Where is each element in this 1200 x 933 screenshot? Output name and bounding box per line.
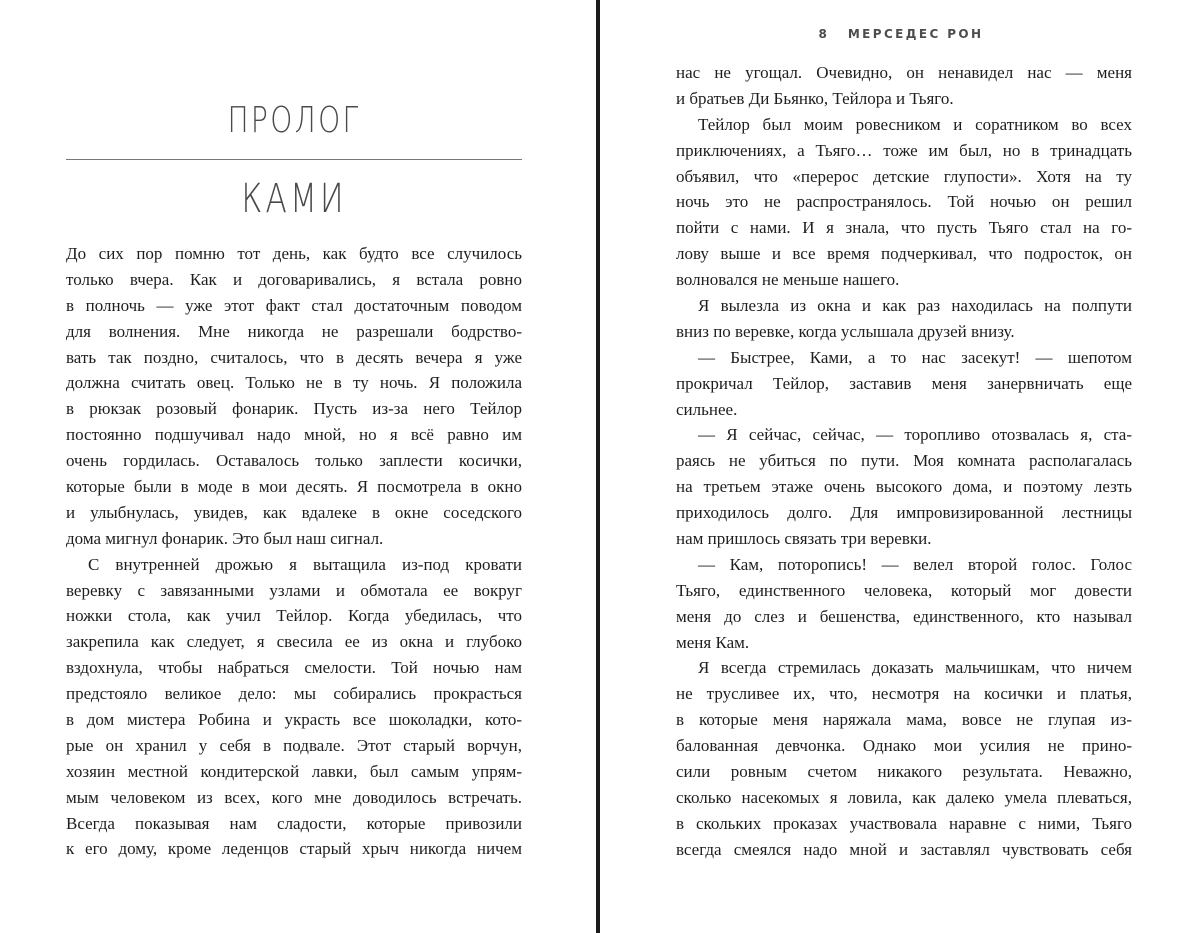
left-page [0, 0, 596, 933]
left-page-body [66, 241, 522, 862]
text-line: предстояло великое дело: мы собирались прокрасться [66, 684, 522, 704]
text-line: меня Кам. [676, 632, 750, 652]
text-line: лову выше и все время подчеркивал, что подросток, он [676, 244, 1132, 264]
text-line: приходилось долго. Для импровизированной лестницы [676, 503, 1132, 523]
text-line: вздохнула, чтобы набраться смелости. Той ночью нам [66, 658, 522, 678]
text-line: в дом мистера Робина и украсть все шоколадки, кото- [66, 710, 522, 730]
text-line: мым человеком из всех, кого мне доводилось встречать. [66, 787, 522, 807]
text-line: ножки стола, как учил Тейлор. Когда убедилась, что [66, 606, 522, 626]
text-line: раясь не убиться по пути. Моя комната располагалась [676, 451, 1132, 471]
text-line: всегда смеялся надо мной и заставлял чувствовать себя [676, 839, 1132, 859]
chapter-subtitle: КАМИ [241, 176, 347, 222]
text-line: постоянно подшучивал надо мной, но я всё равно им [66, 425, 522, 445]
text-line: не трусливее их, что, несмотря на косички и платья, [676, 684, 1132, 704]
running-head-author: МЕРСЕДЕС РОН [847, 27, 984, 41]
text-line: объявил, что «перерос детские глупости». Хотя на ту [676, 166, 1132, 186]
text-line: дома мигнул фонарик. Это был наш сигнал. [66, 528, 384, 548]
page-number: 8 [818, 27, 830, 41]
text-line: в которые меня наряжала мама, вовсе не глупая из- [676, 710, 1132, 730]
running-head [602, 27, 1200, 41]
text-line: закрепила как следует, я свесила ее из окна и глубоко [66, 632, 522, 652]
text-line: для волнения. Мне никогда не разрешали бодрство- [66, 321, 522, 341]
text-line: пойти с нами. И я знала, что пусть Тьяго стал на го- [676, 218, 1132, 238]
text-line: С внутренней дрожью я вытащила из-под кровати [88, 554, 522, 574]
right-page-body [676, 60, 1132, 863]
text-line: в полночь — уже этот факт стал достаточным поводом [66, 295, 522, 315]
text-line: нас не угощал. Очевидно, он ненавидел нас — меня [676, 63, 1132, 82]
text-line: Я вылезла из окна и как раз находилась на полпути [698, 296, 1132, 316]
text-line: — Я сейчас, сейчас, — торопливо отозвалась я, ста- [698, 425, 1132, 445]
text-line: вать так поздно, считалось, что в десять вечера я уже [66, 347, 522, 367]
book-spine [596, 0, 600, 933]
text-line: на третьем этаже очень высокого дома, и поэтому лезть [676, 477, 1132, 497]
text-line: в скольких проказах участвовала наравне с ними, Тьяго [676, 813, 1132, 833]
text-line: которые были в моде в мои десять. Я посмотрела в окно [66, 477, 522, 497]
text-line: к его дому, кроме леденцов старый хрыч никогда ничем [66, 839, 522, 859]
text-line: сили ровным счетом никакого результата. Неважно, [676, 762, 1132, 782]
text-line: должна считать овец. Только не в ту ночь. Я положила [66, 373, 522, 393]
text-line: Всегда показывая нам сладости, которые привозили [66, 813, 522, 833]
right-page [602, 0, 1200, 933]
title-divider [66, 159, 522, 160]
text-line: меня до слез и бешенства, единственного, кто называл [676, 606, 1132, 626]
text-line: До сих пор помню тот день, как будто все случилось [66, 244, 522, 263]
text-line: рые он хранил у себя в подвале. Этот старый ворчун, [66, 735, 522, 755]
text-line: балованная девчонка. Однако мои усилия не прино- [676, 736, 1132, 756]
text-line: Я всегда стремилась доказать мальчишкам, что ничем [698, 658, 1132, 678]
text-line: веревку с завязанными узлами и обмотала ее вокруг [66, 580, 522, 600]
text-line: ночь это не распространялось. Той ночью он решил [676, 192, 1132, 212]
text-line: хозяин местной кондитерской лавки, был самым упрям- [66, 761, 522, 781]
text-line: приключениях, а Тьяго… тоже им был, но в тринадцать [676, 140, 1132, 160]
text-line: — Кам, поторопись! — велел второй голос. Голос [698, 554, 1132, 574]
text-line: только вчера. Как и договаривались, я встала ровно [66, 269, 522, 289]
text-line: нам пришлось связать три веревки. [676, 529, 932, 549]
text-line: Тьяго, единственного человека, который мог довести [676, 580, 1132, 600]
text-line: в рюкзак розовый фонарик. Пусть из-за него Тейлор [66, 399, 522, 419]
text-line: — Быстрее, Ками, а то нас засекут! — шепотом [698, 347, 1132, 367]
text-line: Тейлор был моим ровесником и соратником во всех [698, 114, 1132, 134]
text-line: очень гордилась. Оставалось только заплести косички, [66, 451, 522, 471]
text-line: и улыбнулась, увидев, как вдалеке в окне соседского [66, 502, 522, 522]
text-line: сильнее. [676, 399, 738, 419]
text-line: волновался не меньше нашего. [676, 270, 900, 290]
chapter-title: ПРОЛОГ [227, 100, 361, 141]
text-line: вниз по веревке, когда услышала друзей внизу. [676, 321, 1015, 341]
text-line: и братьев Ди Бьянко, Тейлора и Тьяго. [676, 88, 954, 108]
text-line: сколько насекомых я ловила, как далеко умела плеваться, [676, 787, 1132, 807]
text-line: прокричал Тейлор, заставив меня занервничать еще [676, 373, 1132, 393]
